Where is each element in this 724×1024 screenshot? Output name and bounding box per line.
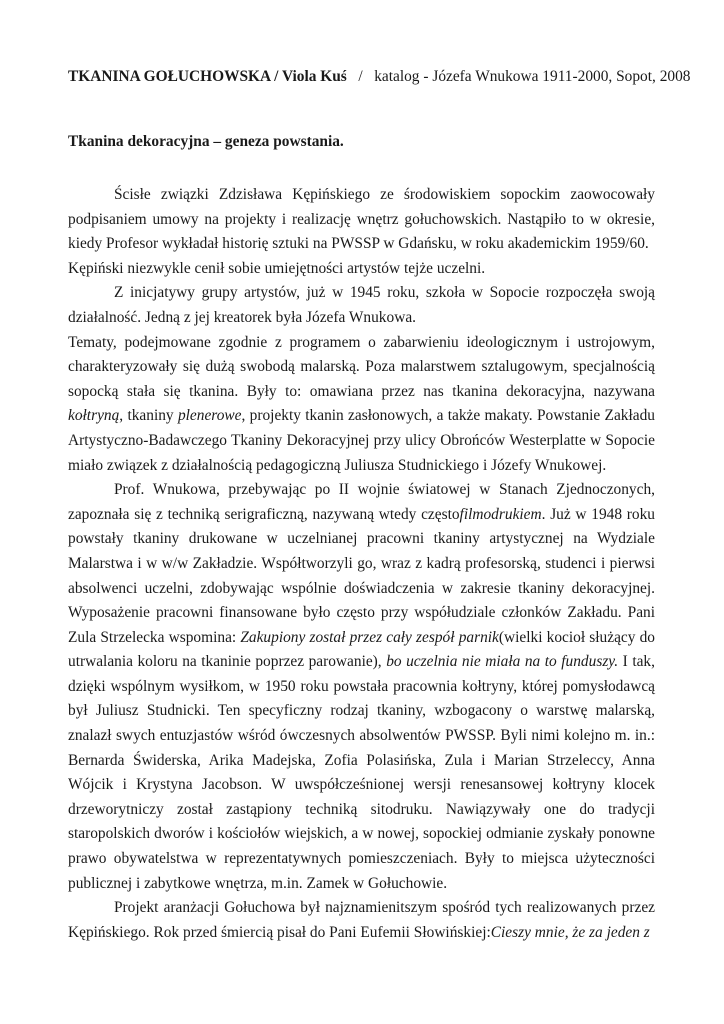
section-title: Tkanina dekoracyjna – geneza powstania. xyxy=(68,133,344,150)
paragraph-3: Z inicjatywy grupy artystów, już w 1945 roku, szkoła w Sopocie rozpoczęła swoją działalność. Jedną z jej kreatorek była Józefa Wnukowa. xyxy=(68,284,655,326)
document-body xyxy=(68,183,655,945)
paragraph-6 xyxy=(68,896,655,945)
header-catalog: katalog - Józefa Wnukowa 1911-2000, Sopot, 2008 xyxy=(374,68,691,85)
document-header xyxy=(68,68,691,86)
paragraph-2: Kępiński niezwykle cenił sobie umiejętności artystów tejże uczelni. xyxy=(68,259,486,277)
paragraph-5 xyxy=(68,478,655,896)
paragraph-4-italic-koltryna: kołtryną xyxy=(68,407,120,425)
paragraph-4-text: Tematy, podejmowane zgodnie z programem o zabarwieniu ideologicznym i ustrojowym, charakteryzowały się dużą swobodą malarską. Poza malarstwem sztalugowym, specjalnością sopocką stała się tkanina. Były to: omawiana przez nas tkanina dekoracyjna, nazywana xyxy=(68,333,655,400)
paragraph-1: Ścisłe związki Zdzisława Kępińskiego ze środowiskiem sopockim zaowocowały podpisaniem umowy na projekty i realizację wnętrz gołuchowskich. Nastąpiło to w okresie, kiedy Profesor wykładał historię sztuki na PWSSP w Gdańsku, w roku akademickim 1959/60. xyxy=(68,186,655,253)
paragraph-5-quote: Zakupiony został przez cały zespół parnik xyxy=(240,628,499,646)
paragraph-5-italic-filmodruk: filmodrukiem xyxy=(459,505,542,523)
paragraph-4-text: , tkaniny xyxy=(119,407,178,425)
paragraph-6-text: Projekt aranżacji Gołuchowa był najznamienitszym spośród tych realizowanych przez Kępińskiego. Rok przed śmiercią pisał do Pani Eufemii Słowińskiej: xyxy=(68,899,655,941)
header-separator: / xyxy=(358,68,363,85)
paragraph-5-quote: bo uczelnia nie miała na to funduszy. xyxy=(386,653,619,671)
paragraph-5-text: Prof. Wnukowa, przebywając po II wojnie światowej w Stanach Zjednoczonych, zapoznała się z techniką serigraficzną, nazywaną wtedy często xyxy=(68,481,655,523)
paragraph-5-text: (wielki kocioł służący do utrwalania koloru na tkaninie poprzez parowanie), xyxy=(68,628,655,671)
paragraph-6-quote: Cieszy mnie, że za jeden z xyxy=(490,923,650,941)
paragraph-5-text: . Już w 1948 roku powstały tkaniny drukowane w uczelnianej pracowni tkaniny artystycznej na Wydziale Malarstwa i w w/w Zakładzie. Współtworzyli go, wraz z kadrą profesorską, studenci i pierwsi absolwenci uczelni, zdobywając wspólnie doświadczenia w zakresie tkaniny dekoracyjnej. Wyposażenie pracowni finansowane było często przy współudziale członków Zakładu. Pani Zula Strzelecka wspomina: xyxy=(68,505,655,646)
paragraph-4 xyxy=(68,331,655,479)
paragraph-4-italic-plenerowe: plenerowe xyxy=(177,407,242,425)
header-title: TKANINA GOŁUCHOWSKA / Viola Kuś xyxy=(68,68,347,85)
paragraph-4-text: , projekty tkanin zasłonowych, a także makaty. Powstanie Zakładu Artystyczno-Badawczego Tkaniny Dekoracyjnej przy ulicy Obrońców Westerplatte w Sopocie miało związek z działalnością pedagogiczną Juliusza Studnickiego i Józefy Wnukowej. xyxy=(68,407,655,474)
paragraph-5-text: I tak, dzięki wspólnym wysiłkom, w 1950 roku powstała pracownia kołtryny, której pomysłodawcą był Juliusz Studnicki. Ten specyficzny rodzaj tkaniny, wzbogacony o warstwę malarską, znalazł swych entuzjastów wśród ówczesnych absolwentów PWSSP. Byli nimi kolejno m. in.: Bernarda Świderska, Arika Madejska, Zofia Polasińska, Zula i Marian Strzeleccy, Anna Wójcik i Krystyna Jacobson. W uwspółcześnionej wersji renesansowej kołtryny klocek drzeworytniczy został zastąpiony techniką sitodruku. Nawiązywały one do tradycji staropolskich dworów i kościołów wiejskich, a w nowej, sopockiej odmianie zyskały ponowne prawo obywatelstwa w reprezentatywnych pomieszczeniach. Były to miejsca użyteczności publicznej i zabytkowe wnętrza, m.in. Zamek w Gołuchowie. xyxy=(68,653,655,892)
